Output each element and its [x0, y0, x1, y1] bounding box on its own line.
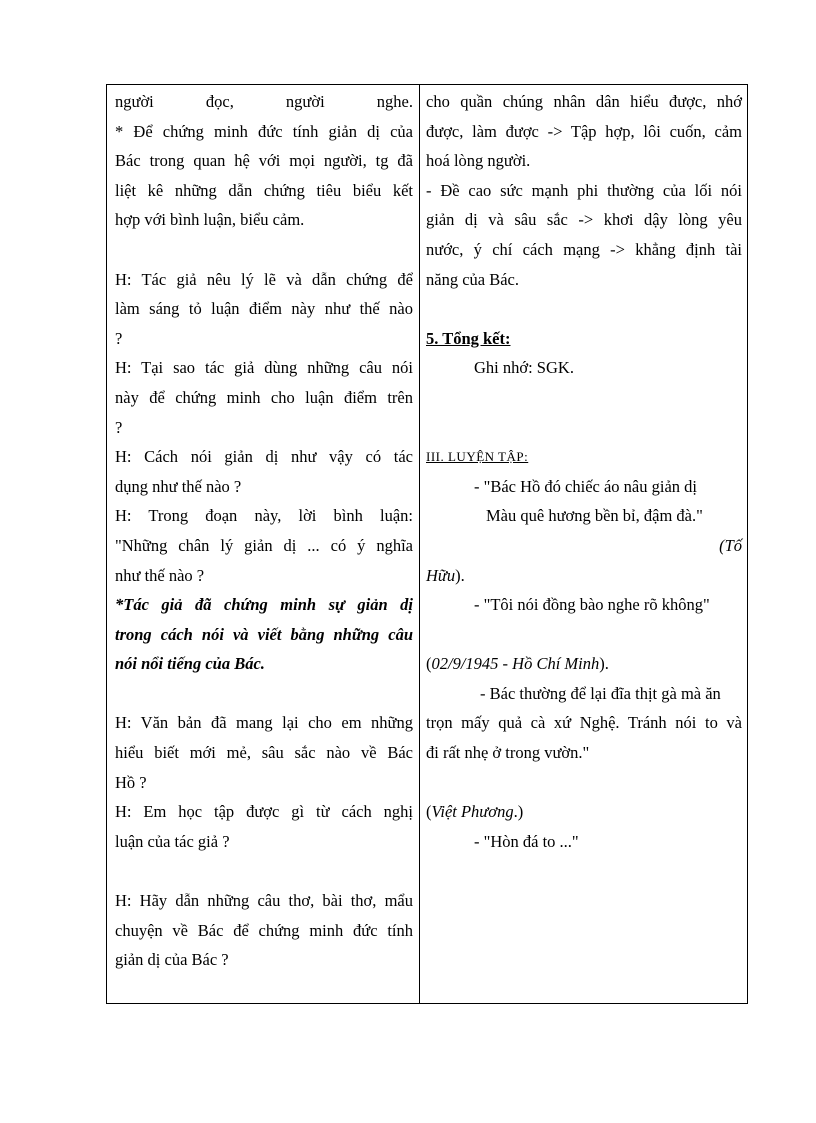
quote-line: - "Bác Hồ đó chiếc áo nâu giản dị [474, 476, 697, 496]
citation-line [426, 649, 742, 679]
text-line: Bác trong quan hệ với mọi người, tg đã [115, 151, 413, 171]
text-line: liệt kê những dẫn chứng tiêu biểu kết [115, 180, 413, 200]
question-line: "Những chân lý giản dị ... có ý nghĩa [115, 535, 413, 555]
question-line: này để chứng minh cho luận điểm trên [115, 387, 413, 407]
practice-heading: III. LUYỆN TẬP: [426, 449, 529, 465]
quote-line: - Bác thường để lại đĩa thịt gà mà ăn [480, 683, 721, 703]
citation-tail: .) [513, 802, 524, 822]
citation-author: Hữu [426, 565, 456, 585]
question-line: làm sáng tỏ luận điểm này như thế nào [115, 299, 413, 319]
question-line: H: Cách nói giản dị như vậy có tác [115, 447, 413, 467]
citation-line [426, 561, 742, 591]
text-line: nước, ý chí cách mạng -> khẳng định tài [426, 239, 742, 259]
question-line: luận của tác giả ? [115, 831, 230, 851]
citation-author: 02/9/1945 - Hồ Chí Minh [431, 654, 600, 674]
spacer [115, 235, 413, 265]
text-line: người đọc, người nghe. [115, 92, 413, 111]
citation-tail: ). [599, 654, 609, 674]
quote-line: Màu quê hương bền bỉ, đậm đà." [486, 506, 703, 526]
spacer [426, 413, 742, 443]
spacer [115, 856, 413, 886]
quote-line: đi rất nhẹ ở trong vườn." [426, 743, 590, 763]
question-line: H: Trong đoạn này, lời bình luận: [115, 506, 413, 526]
content-table [106, 84, 748, 1004]
question-line: ? [115, 328, 123, 348]
text-line: giản dị và sâu sắc -> khơi dậy lòng yêu [426, 210, 742, 230]
question-line: như thế nào ? [115, 565, 205, 585]
question-line: H: Tác giả nêu lý lẽ và dẫn chứng để [115, 269, 413, 289]
citation-open: ( [426, 802, 432, 822]
summary-text: Ghi nhớ: SGK. [474, 358, 574, 378]
citation-line: (Tố [719, 535, 742, 555]
right-column [420, 85, 747, 1003]
spacer [426, 383, 742, 413]
emphasis-line: trong cách nói và viết bằng những câu [115, 624, 413, 644]
question-line: Hồ ? [115, 772, 147, 792]
question-line: giản dị của Bác ? [115, 950, 229, 970]
spacer [115, 679, 413, 709]
emphasis-line: nói nổi tiếng của Bác. [115, 654, 265, 674]
summary-heading: 5. Tổng kết: [426, 328, 511, 348]
citation-author: Việt Phương [431, 802, 514, 822]
text-line: cho quần chúng nhân dân hiểu được, nhớ [426, 92, 742, 111]
citation-line [426, 797, 742, 827]
quote-line: - "Tôi nói đồng bào nghe rõ không" [474, 595, 710, 615]
text-line: hoá lòng người. [426, 151, 531, 171]
spacer [426, 620, 742, 650]
spacer [426, 768, 742, 798]
question-line: H: Tại sao tác giả dùng những câu nói [115, 358, 413, 378]
text-line: hợp với bình luận, biểu cảm. [115, 210, 305, 230]
text-line: được, làm được -> Tập hợp, lôi cuốn, cảm [426, 121, 742, 141]
question-line: H: Hãy dẫn những câu thơ, bài thơ, mẩu [115, 891, 413, 911]
text-line: năng của Bác. [426, 269, 519, 289]
question-line: hiểu biết mới mẻ, sâu sắc nào về Bác [115, 743, 413, 763]
question-line: chuyện về Bác để chứng minh đức tính [115, 920, 413, 940]
left-column [107, 85, 420, 1003]
question-line: H: Văn bản đã mang lại cho em những [115, 713, 413, 733]
spacer [426, 294, 742, 324]
question-line: dụng như thế nào ? [115, 476, 242, 496]
citation-tail: ). [455, 565, 465, 585]
emphasis-line: *Tác giả đã chứng minh sự giản dị [115, 595, 413, 615]
text-line: * Để chứng minh đức tính giản dị của [115, 121, 413, 141]
question-line: H: Em học tập được gì từ cách nghị [115, 802, 413, 822]
question-line: ? [115, 417, 123, 437]
quote-line: - "Hòn đá to ..." [474, 831, 579, 851]
text-line: - Đề cao sức mạnh phi thường của lối nói [426, 180, 742, 200]
citation-open: ( [426, 654, 432, 674]
quote-line: trọn mấy quả cà xứ Nghệ. Tránh nói to và [426, 713, 742, 733]
